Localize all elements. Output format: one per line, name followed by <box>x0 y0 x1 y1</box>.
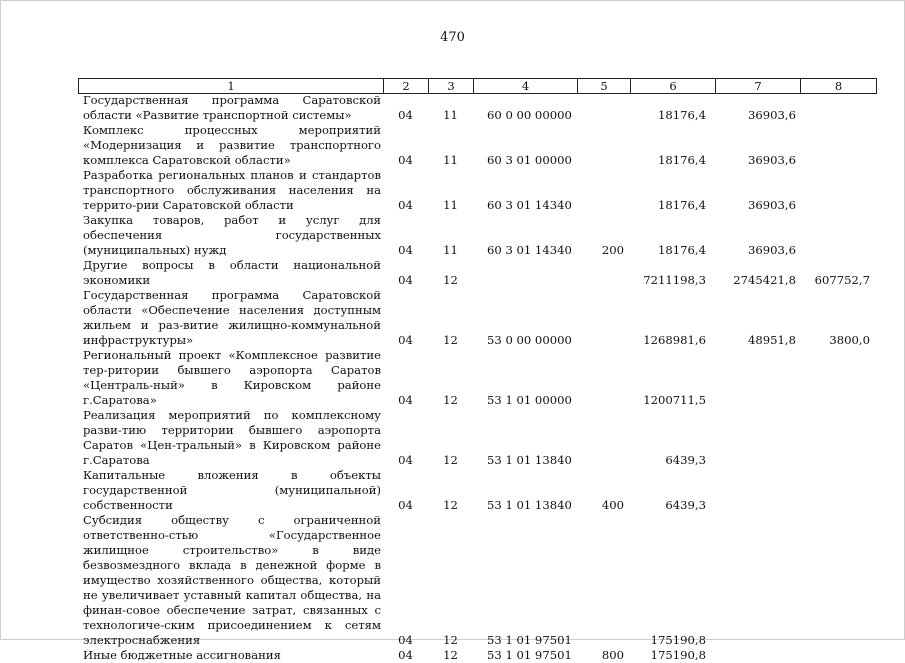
row-name: Региональный проект «Комплексное развитие тер-ритории бывшего аэропорта Саратов «Централь-ный» в Кировском районе г.Саратова» <box>83 348 381 407</box>
row-subsection: 11 <box>443 198 458 212</box>
row-target-article: 60 3 01 14340 <box>487 243 572 257</box>
row-name: Капитальные вложения в объекты государственной (муниципальной) собственности <box>83 468 381 512</box>
row-subsection: 12 <box>443 273 458 287</box>
row-name: Закупка товаров, работ и услуг для обеспечения государственных (муниципальных) нужд <box>83 213 381 257</box>
row-target-article: 53 1 01 97501 <box>487 633 572 647</box>
row-name: Иные бюджетные ассигнования <box>83 648 281 662</box>
row-target-article: 60 3 01 14340 <box>487 198 572 212</box>
row-value-1: 1268981,6 <box>643 333 706 347</box>
row-name: Субсидия обществу с ограниченной ответственно-стью «Государственное жилищное строительство» в виде безвозмездного вклада в денежной форме в имущество хозяйственного общества, который не увеличивает уставный капитал общества, на финан-совое обеспечение затрат, связанных с технологиче-ским присоединением к сетям электроснабжения <box>83 513 381 647</box>
table-row <box>78 513 876 648</box>
row-section: 04 <box>398 633 413 647</box>
table-row <box>78 348 876 408</box>
row-expense-type: 200 <box>601 243 624 257</box>
row-section: 04 <box>398 498 413 512</box>
row-subsection: 11 <box>443 108 458 122</box>
row-subsection: 11 <box>443 243 458 257</box>
row-target-article: 53 0 00 00000 <box>487 333 572 347</box>
header-col-5: 5 <box>578 79 631 93</box>
row-section: 04 <box>398 108 413 122</box>
header-col-6: 6 <box>631 79 716 93</box>
row-value-3: 607752,7 <box>814 273 870 287</box>
row-subsection: 12 <box>443 648 458 662</box>
header-col-7: 7 <box>716 79 801 93</box>
row-subsection: 12 <box>443 393 458 407</box>
row-name: Государственная программа Саратовской области «Обеспечение населения доступным жильем и раз-витие жилищно-коммунальной инфраструктуры» <box>83 288 381 347</box>
row-subsection: 11 <box>443 153 458 167</box>
header-col-4: 4 <box>474 79 578 93</box>
row-value-1: 6439,3 <box>665 453 706 467</box>
row-section: 04 <box>398 153 413 167</box>
row-target-article: 53 1 01 97501 <box>487 648 572 662</box>
row-name: Разработка региональных планов и стандартов транспортного обслуживания населения на террито-рии Саратовской области <box>83 168 381 212</box>
row-value-2: 48951,8 <box>748 333 796 347</box>
row-value-3: 3800,0 <box>829 333 870 347</box>
row-subsection: 12 <box>443 633 458 647</box>
budget-table-body <box>78 93 876 663</box>
header-col-2: 2 <box>384 79 429 93</box>
row-value-1: 6439,3 <box>665 498 706 512</box>
row-section: 04 <box>398 243 413 257</box>
row-value-1: 18176,4 <box>658 198 706 212</box>
row-target-article: 53 1 01 13840 <box>487 453 572 467</box>
row-value-2: 2745421,8 <box>733 273 796 287</box>
table-header <box>78 78 877 94</box>
header-col-3: 3 <box>429 79 474 93</box>
row-target-article: 60 3 01 00000 <box>487 153 572 167</box>
table-row <box>78 408 876 468</box>
page-number: 470 <box>440 30 465 45</box>
row-expense-type: 800 <box>601 648 624 662</box>
row-subsection: 12 <box>443 498 458 512</box>
row-subsection: 12 <box>443 453 458 467</box>
row-section: 04 <box>398 393 413 407</box>
table-row <box>78 123 876 168</box>
row-value-1: 18176,4 <box>658 243 706 257</box>
row-subsection: 12 <box>443 333 458 347</box>
table-row <box>78 93 876 123</box>
row-name: Комплекс процессных мероприятий «Модернизация и развитие транспортного комплекса Саратовской области» <box>83 123 381 167</box>
row-value-1: 18176,4 <box>658 153 706 167</box>
row-section: 04 <box>398 198 413 212</box>
row-target-article: 60 0 00 00000 <box>487 108 572 122</box>
row-section: 04 <box>398 453 413 467</box>
row-name: Реализация мероприятий по комплексному разви-тию территории бывшего аэропорта Саратов «Цен-тральный» в Кировском районе г.Саратова <box>83 408 381 467</box>
row-value-1: 18176,4 <box>658 108 706 122</box>
table-row <box>78 288 876 348</box>
table-row <box>78 648 876 663</box>
row-value-2: 36903,6 <box>748 198 796 212</box>
row-expense-type: 400 <box>601 498 624 512</box>
header-col-8: 8 <box>801 79 877 93</box>
row-value-1: 1200711,5 <box>643 393 706 407</box>
row-value-2: 36903,6 <box>748 153 796 167</box>
row-name: Государственная программа Саратовской области «Развитие транспортной системы» <box>83 93 381 122</box>
row-section: 04 <box>398 648 413 662</box>
row-value-2: 36903,6 <box>748 243 796 257</box>
table-row <box>78 213 876 258</box>
row-section: 04 <box>398 333 413 347</box>
row-value-2: 36903,6 <box>748 108 796 122</box>
row-target-article: 53 1 01 13840 <box>487 498 572 512</box>
table-row <box>78 258 876 288</box>
row-section: 04 <box>398 273 413 287</box>
row-target-article: 53 1 01 00000 <box>487 393 572 407</box>
row-value-1: 175190,8 <box>650 633 706 647</box>
header-col-1: 1 <box>79 79 384 93</box>
table-row <box>78 468 876 513</box>
row-name: Другие вопросы в области национальной экономики <box>83 258 381 287</box>
row-value-1: 7211198,3 <box>643 273 706 287</box>
table-row <box>78 168 876 213</box>
row-value-1: 175190,8 <box>650 648 706 662</box>
